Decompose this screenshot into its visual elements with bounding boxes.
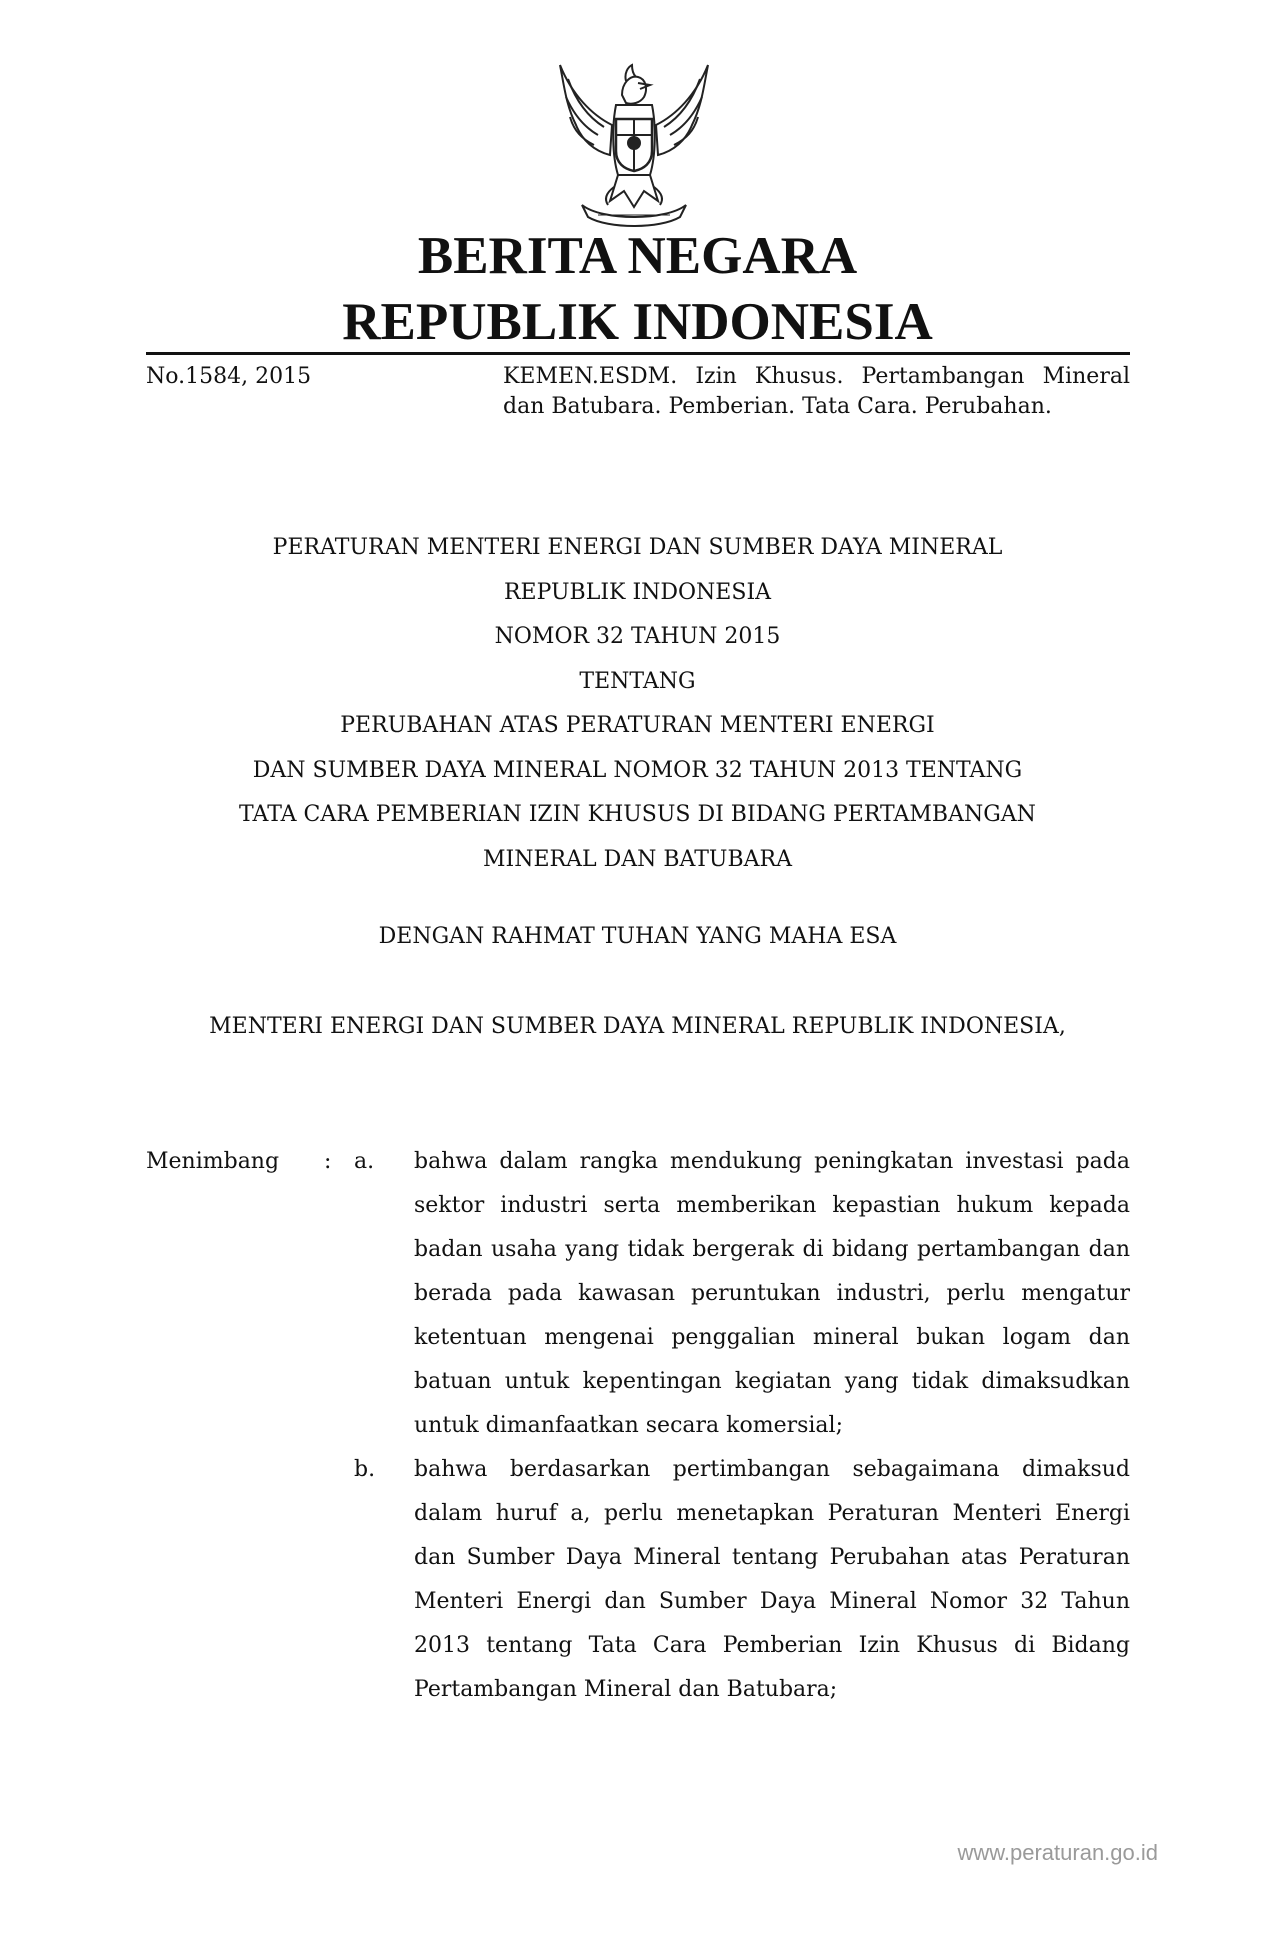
regulation-title-line: NOMOR 32 TAHUN 2015 — [494, 624, 781, 649]
regulation-title-line: MINERAL DAN BATUBARA — [483, 846, 792, 872]
website-footer: www.peraturan.go.id — [957, 1840, 1158, 1865]
regulation-title — [0, 526, 1275, 882]
consideration-text: bahwa dalam rangka mendukung peningkatan investasi pada sektor industri serta memberikan kepastian hukum kepada badan usaha yang tidak bergerak di bidang pertambangan dan berada pada kawasan peruntukan industri, perlu mengatur ketentuan mengenai penggalian mineral bukan logam dan batuan untuk kepentingan kegiatan yang tidak dimaksudkan untuk dimanfaatkan secara komersial; — [414, 1149, 1130, 1438]
invocation: DENGAN RAHMAT TUHAN YANG MAHA ESA — [378, 924, 897, 949]
masthead-title-line1: BERITA NEGARA — [417, 227, 858, 285]
header-divider — [146, 352, 1130, 355]
consideration-text: bahwa berdasarkan pertimbangan sebagaimana dimaksud dalam huruf a, perlu menetapkan Peraturan Menteri Energi dan Sumber Daya Mineral tentang Perubahan atas Peraturan Menteri Energi dan Sumber Daya Mineral Nomor 32 Tahun 2013 tentang Tata Cara Pemberian Izin Khusus di Bidang Pertambangan Mineral dan Batubara; — [414, 1457, 1130, 1702]
issuing-authority: MENTERI ENERGI DAN SUMBER DAYA MINERAL REPUBLIK INDONESIA, — [209, 1014, 1066, 1039]
regulation-title-line: REPUBLIK INDONESIA — [503, 579, 772, 605]
consideration-item — [354, 1140, 1130, 1448]
gazette-number: No.1584, 2015 — [146, 364, 312, 389]
regulation-title-line: PERUBAHAN ATAS PERATURAN MENTERI ENERGI — [340, 713, 935, 738]
regulation-title-line: PERATURAN MENTERI ENERGI DAN SUMBER DAYA MINERAL — [272, 535, 1003, 560]
masthead-title-line2: REPUBLIK INDONESIA — [342, 293, 933, 351]
considerations-colon: : — [324, 1149, 332, 1174]
considerations-label: Menimbang — [146, 1149, 280, 1174]
regulation-title-line: DAN SUMBER DAYA MINERAL NOMOR 32 TAHUN 2013 TENTANG — [252, 757, 1023, 783]
considerations-list — [354, 1140, 1130, 1712]
gazette-summary: KEMEN.ESDM. Izin Khusus. Pertambangan Mineral dan Batubara. Pemberian. Tata Cara. Perubahan. — [503, 364, 1130, 419]
garuda-pancasila-emblem — [552, 55, 716, 230]
consideration-letter: a. — [354, 1149, 375, 1174]
regulation-title-line: TATA CARA PEMBERIAN IZIN KHUSUS DI BIDANG PERTAMBANGAN — [239, 802, 1036, 827]
consideration-item — [354, 1448, 1130, 1712]
regulation-title-line: TENTANG — [579, 668, 696, 694]
consideration-letter: b. — [354, 1457, 376, 1482]
